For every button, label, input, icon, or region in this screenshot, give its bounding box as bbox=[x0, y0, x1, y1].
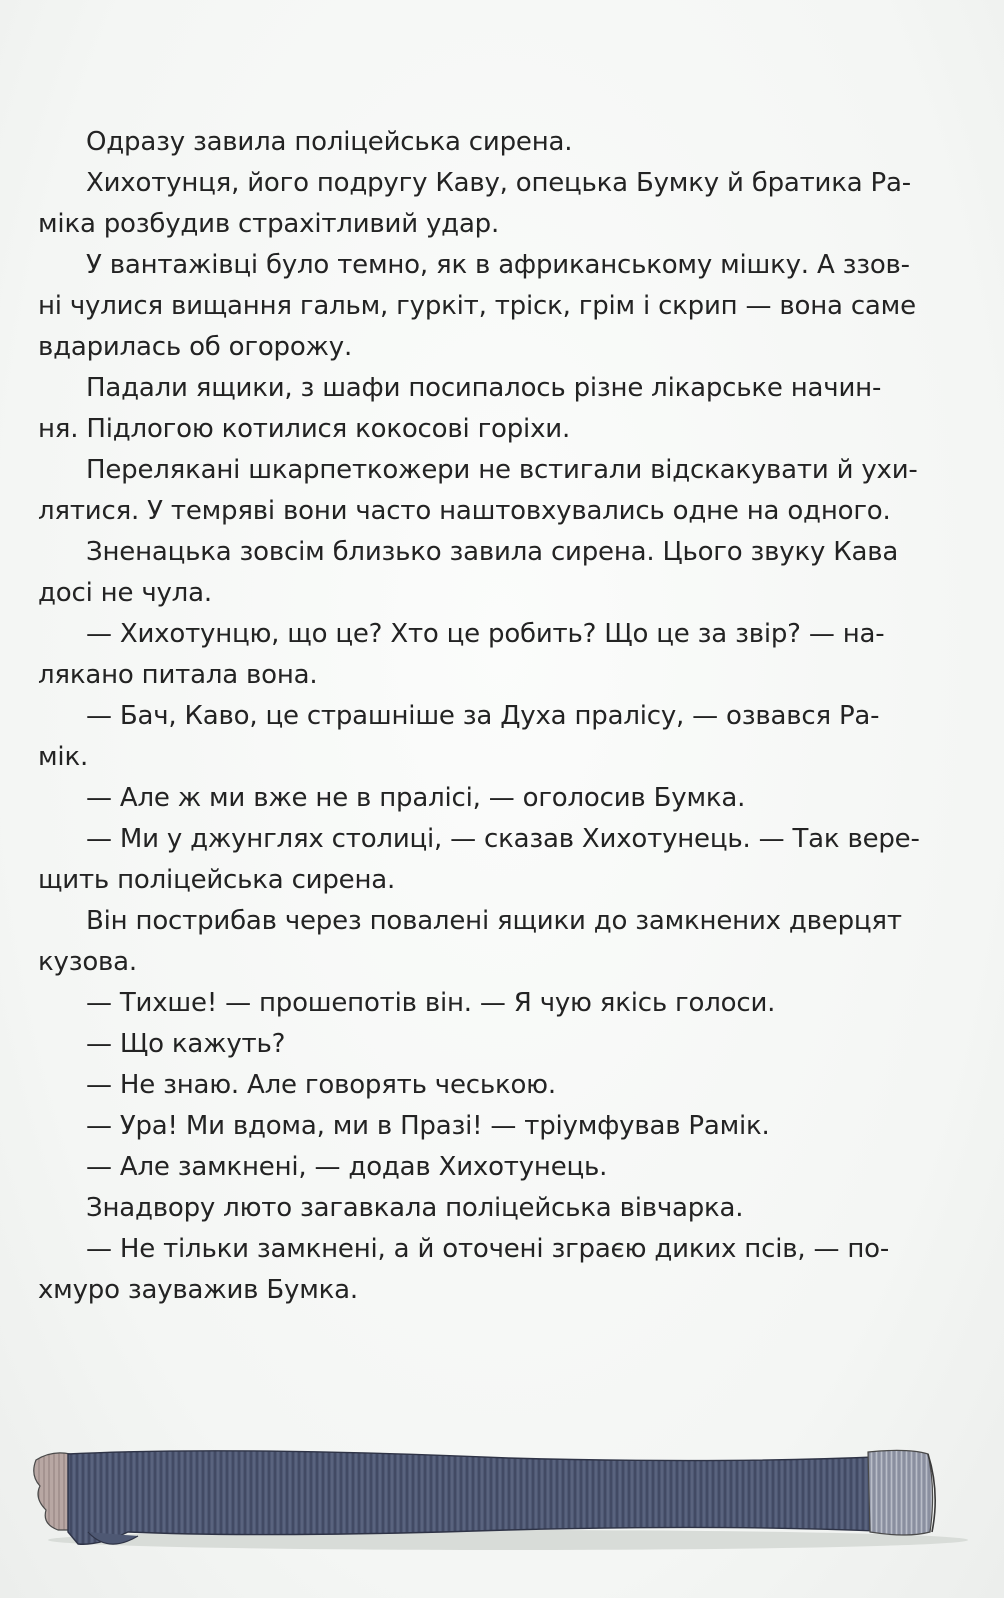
text-line: ня. Підлогою котилися кокосові горіхи. bbox=[38, 414, 571, 444]
sock-drawing bbox=[28, 1420, 978, 1560]
text-line: — Ми у джунглях столиці, — сказав Хихотунець. — Так вере- bbox=[86, 824, 920, 854]
page-text bbox=[38, 122, 920, 1311]
text-line: Знадвору люто загавкала поліцейська вівчарка. bbox=[86, 1193, 744, 1223]
text-line: щить поліцейська сирена. bbox=[38, 865, 396, 895]
text-line: — Ура! Ми вдома, ми в Празі! — тріумфував Рамік. bbox=[86, 1111, 770, 1141]
sock-cuff bbox=[868, 1450, 933, 1535]
text-line: ні чулися вищання гальм, гуркіт, тріск, грім і скрип — вона саме bbox=[38, 291, 916, 321]
text-line: — Що кажуть? bbox=[86, 1029, 286, 1059]
text-line: Хихотунця, його подругу Каву, опецька Бумку й братика Ра- bbox=[86, 168, 911, 198]
text-line: У вантажівці було темно, як в африканському мішку. А ззов- bbox=[86, 250, 910, 280]
text-line: Перелякані шкарпеткожери не встигали відскакувати й ухи- bbox=[86, 455, 918, 485]
text-line: — Але замкнені, — додав Хихотунець. bbox=[86, 1152, 608, 1182]
text-line: вдарилась об огорожу. bbox=[38, 332, 353, 362]
sock-illustration bbox=[28, 1420, 978, 1560]
text-line: — Не тільки замкнені, а й оточені зграєю диких псів, — по- bbox=[86, 1234, 890, 1264]
sock-toe bbox=[34, 1453, 70, 1530]
text-line: Зненацька зовсім близько завила сирена. Цього звуку Кава bbox=[86, 537, 899, 567]
text-line: лякано питала вона. bbox=[38, 660, 318, 690]
text-line: міка розбудив страхітливий удар. bbox=[38, 209, 500, 239]
text-line: — Бач, Каво, це страшніше за Духа пралісу, — озвався Ра- bbox=[86, 701, 880, 731]
text-line: Він пострибав через повалені ящики до замкнених дверцят bbox=[86, 906, 902, 936]
text-line: — Хихотунцю, що це? Хто це робить? Що це за звір? — на- bbox=[86, 619, 885, 649]
text-line: досі не чула. bbox=[38, 578, 212, 608]
text-line: хмуро зауважив Бумка. bbox=[38, 1275, 358, 1305]
text-line: — Тихше! — прошепотів він. — Я чую якісь голоси. bbox=[86, 988, 776, 1018]
text-line: мік. bbox=[38, 742, 89, 772]
sock-body bbox=[68, 1451, 900, 1544]
text-line: Падали ящики, з шафи посипалось різне лікарське начин- bbox=[86, 373, 882, 403]
text-line: кузова. bbox=[38, 947, 137, 977]
text-line: — Але ж ми вже не в пралісі, — оголосив Бумка. bbox=[86, 783, 746, 813]
text-line: лятися. У темряві вони часто наштовхувались одне на одного. bbox=[38, 496, 891, 526]
text-line: Одразу завила поліцейська сирена. bbox=[86, 127, 573, 157]
text-line: — Не знаю. Але говорять чеською. bbox=[86, 1070, 556, 1100]
